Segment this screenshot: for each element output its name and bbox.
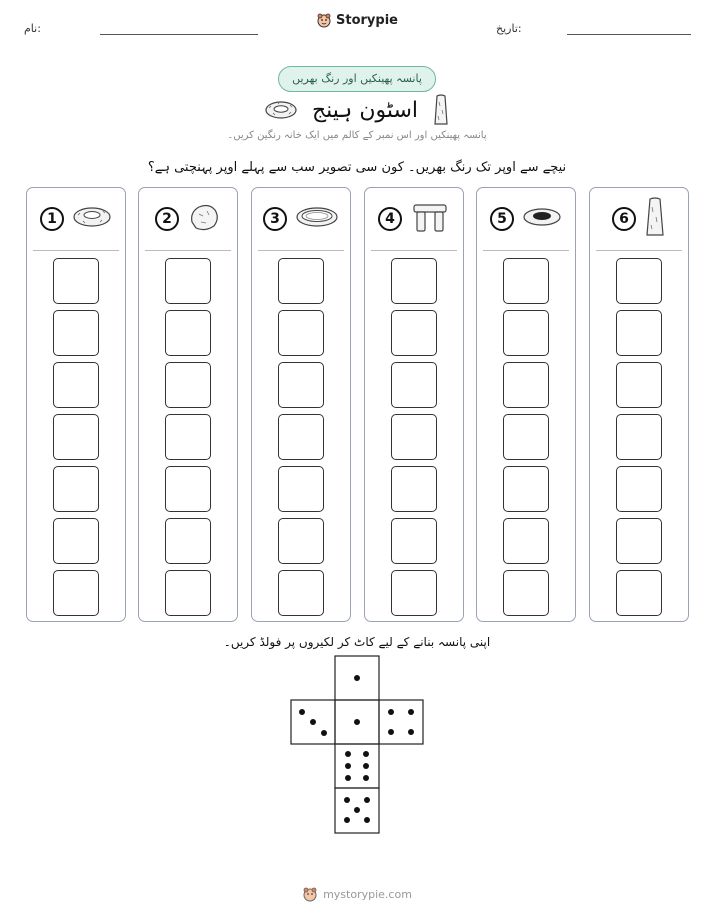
color-box[interactable]: [278, 362, 324, 408]
color-box[interactable]: [278, 258, 324, 304]
dice-column-6: [589, 187, 689, 622]
dice-column-3: [251, 187, 351, 622]
color-box[interactable]: [165, 466, 211, 512]
color-box[interactable]: [278, 466, 324, 512]
color-box[interactable]: [616, 362, 662, 408]
die-pip: [345, 763, 351, 769]
column-divider: [145, 250, 231, 251]
column-header: [365, 188, 463, 250]
color-box[interactable]: [391, 466, 437, 512]
color-box[interactable]: [503, 258, 549, 304]
column-header: [590, 188, 688, 250]
color-box[interactable]: [503, 466, 549, 512]
name-label: نام:: [24, 22, 41, 35]
color-box[interactable]: [53, 258, 99, 304]
brand-name: Storypie: [336, 12, 398, 28]
column-number: 6: [612, 207, 636, 231]
dice-column-4: [364, 187, 464, 622]
column-divider: [258, 250, 344, 251]
color-box[interactable]: [53, 466, 99, 512]
color-box[interactable]: [391, 414, 437, 460]
die-pip: [388, 729, 394, 735]
die-pip: [310, 719, 316, 725]
die-pip: [344, 817, 350, 823]
stone-ring-icon: [72, 204, 112, 234]
color-box[interactable]: [616, 310, 662, 356]
die-pip: [354, 719, 360, 725]
ring-hole-icon: [522, 205, 562, 233]
page-title: اسٹون ہینج: [311, 97, 419, 123]
color-box[interactable]: [165, 310, 211, 356]
die-pip: [354, 807, 360, 813]
color-box[interactable]: [53, 414, 99, 460]
cut-instructions: اپنی پانسہ بنانے کے لیے کاٹ کر لکیروں پر فولڈ کریں۔: [223, 635, 491, 649]
storypie-logo-icon: [302, 886, 318, 902]
date-line: [567, 34, 691, 35]
color-box[interactable]: [165, 570, 211, 616]
color-box[interactable]: [53, 310, 99, 356]
standing-stone-icon: [432, 94, 450, 126]
column-divider: [596, 250, 682, 251]
storypie-logo-icon: [316, 12, 332, 28]
color-box[interactable]: [165, 414, 211, 460]
color-box[interactable]: [165, 518, 211, 564]
footer-url: mystorypie.com: [323, 887, 412, 901]
dice-column-5: [476, 187, 576, 622]
trilithon-icon: [410, 201, 450, 237]
column-number: 5: [490, 207, 514, 231]
die-pip: [363, 775, 369, 781]
stone-ring-icon: [264, 99, 298, 121]
column-number: 3: [263, 207, 287, 231]
column-divider: [483, 250, 569, 251]
color-box[interactable]: [165, 362, 211, 408]
dice-column-2: [138, 187, 238, 622]
die-face-right: [379, 700, 423, 744]
color-box[interactable]: [391, 310, 437, 356]
color-box[interactable]: [391, 362, 437, 408]
color-box[interactable]: [503, 570, 549, 616]
brand-header: [0, 12, 714, 32]
color-box[interactable]: [616, 414, 662, 460]
die-pip: [345, 775, 351, 781]
die-pip: [364, 797, 370, 803]
die-pip: [321, 730, 327, 736]
subtitle: پانسہ پھینکیں اور اس نمبر کے کالم میں ایک خانہ رنگین کریں۔: [227, 130, 487, 141]
color-box[interactable]: [503, 518, 549, 564]
die-pip: [363, 751, 369, 757]
color-box[interactable]: [616, 258, 662, 304]
stone-circle-icon: [295, 204, 339, 234]
color-box[interactable]: [278, 570, 324, 616]
footer: [0, 886, 714, 902]
column-number: 4: [378, 207, 402, 231]
die-pip: [354, 675, 360, 681]
color-box[interactable]: [391, 518, 437, 564]
column-divider: [371, 250, 457, 251]
die-pip: [344, 797, 350, 803]
name-line: [100, 34, 258, 35]
column-header: [252, 188, 350, 250]
column-number: 1: [40, 207, 64, 231]
standing-stone-icon: [644, 197, 666, 241]
die-pip: [299, 709, 305, 715]
column-divider: [33, 250, 119, 251]
color-box[interactable]: [165, 258, 211, 304]
color-box[interactable]: [53, 570, 99, 616]
color-box[interactable]: [616, 466, 662, 512]
die-pip: [408, 709, 414, 715]
dice-net: [288, 655, 428, 837]
die-pip: [345, 751, 351, 757]
column-number: 2: [155, 207, 179, 231]
color-box[interactable]: [278, 310, 324, 356]
color-box[interactable]: [53, 362, 99, 408]
column-header: [27, 188, 125, 250]
color-box[interactable]: [53, 518, 99, 564]
color-box[interactable]: [278, 414, 324, 460]
color-box[interactable]: [503, 414, 549, 460]
color-box[interactable]: [391, 258, 437, 304]
color-box[interactable]: [616, 518, 662, 564]
activity-pill: پانسہ پھینکیں اور رنگ بھریں: [278, 66, 436, 92]
color-box[interactable]: [616, 570, 662, 616]
column-header: [477, 188, 575, 250]
column-header: [139, 188, 237, 250]
die-pip: [388, 709, 394, 715]
die-pip: [363, 763, 369, 769]
rock-icon: [187, 202, 221, 236]
dice-column-1: [26, 187, 126, 622]
die-pip: [408, 729, 414, 735]
die-pip: [364, 817, 370, 823]
die-face-lower: [335, 744, 379, 788]
color-box[interactable]: [503, 362, 549, 408]
question: نیچے سے اوپر تک رنگ بھریں۔ کون سی تصویر سب سے پہلے اوپر پہنچتی ہے؟: [147, 160, 567, 175]
color-box[interactable]: [503, 310, 549, 356]
color-box[interactable]: [391, 570, 437, 616]
title-row: [0, 94, 714, 126]
color-box[interactable]: [278, 518, 324, 564]
date-label: تاریخ:: [496, 22, 522, 35]
